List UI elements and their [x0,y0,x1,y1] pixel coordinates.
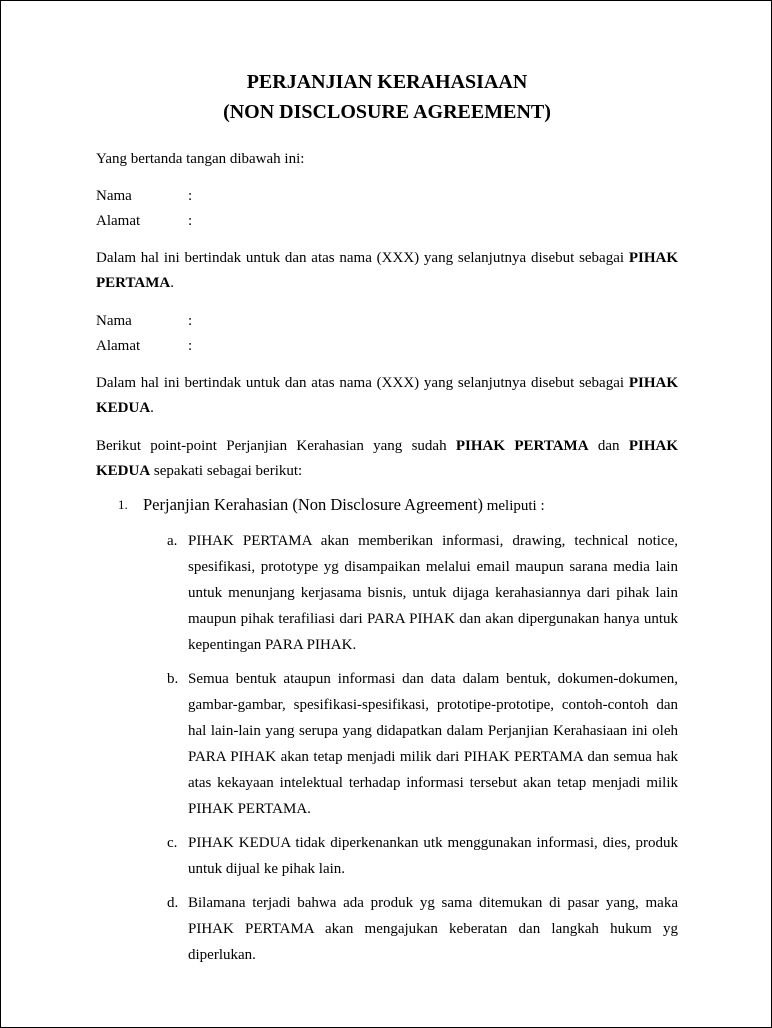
section-1 [118,492,678,519]
party1-nama-label: Nama [96,188,132,204]
party1-fields [96,184,678,234]
party2-alamat-row [96,334,678,359]
party1-alamat-colon: : [188,213,193,229]
item-c-letter: c. [167,835,178,851]
party1-alamat-row [96,209,678,234]
document-subtitle: (NON DISCLOSURE AGREEMENT) [223,101,551,123]
document-title: PERJANJIAN KERAHASIAAN [246,71,528,93]
points-intro-text-3: sepakati sebagai berikut: [150,463,303,479]
party2-nama-colon: : [188,313,193,329]
party1-role: PIHAK PERTAMA [96,250,678,291]
party2-role-end: . [150,400,154,416]
party2-alamat-colon: : [188,338,193,354]
points-intro [96,434,678,484]
list-item [167,528,678,658]
item-c-text: PIHAK KEDUA tidak diperkenankan utk menggunakan informasi, dies, produk untuk dijual ke pihak lain. [188,835,678,877]
party2-alamat-label: Alamat [96,338,141,354]
points-intro-text-2: dan [588,438,629,454]
party2-fields [96,309,678,359]
party2-role: PIHAK KEDUA [96,375,678,416]
intro-text: Yang bertanda tangan dibawah ini: [96,151,305,167]
document-content [96,67,678,968]
section-1-heading [118,492,678,519]
party1-description [96,246,678,296]
party1-nama-colon: : [188,188,193,204]
item-a-letter: a. [167,533,178,549]
points-intro-party2: PIHAK KEDUA [96,438,678,479]
party2-nama-row [96,309,678,334]
list-item [167,666,678,822]
points-intro-party1: PIHAK PERTAMA [455,438,589,454]
party2-description [96,371,678,421]
item-b-text: Semua bentuk ataupun informasi dan data dalam bentuk, dokumen-dokumen, gambar-gambar, spesifikasi-spesifikasi, prototipe-prototipe, contoh-contoh dan hal lain-lain yang serupa yang didapatkan dalam Perjanjian Kerahasiaan ini oleh PARA PIHAK akan tetap menjadi milik dari PIHAK PERTAMA dan semua hak atas kekayaan intelektual terhadap informasi tersebut akan tetap menjadi milik PIHAK PERTAMA. [188,671,678,817]
item-b-letter: b. [167,671,179,687]
list-item [167,890,678,968]
party2-nama-label: Nama [96,313,132,329]
party2-desc-text: Dalam hal ini bertindak untuk dan atas nama (XXX) yang selanjutnya disebut sebagai [96,375,625,391]
item-d-text: Bilamana terjadi bahwa ada produk yg sama ditemukan di pasar yang, maka PIHAK PERTAMA akan mengajukan keberatan dan langkah hukum yg diperlukan. [188,895,678,963]
party1-desc-text: Dalam hal ini bertindak untuk dan atas nama (XXX) yang selanjutnya disebut sebagai [96,250,625,266]
section-1-heading-text: Perjanjian Kerahasian (Non Disclosure Agreement) [143,495,483,514]
item-d-letter: d. [167,895,179,911]
party1-nama-row [96,184,678,209]
item-a-text: PIHAK PERTAMA akan memberikan informasi, drawing, technical notice, spesifikasi, prototype yg disampaikan melalui email maupun sarana media lain untuk menunjang kerjasama bisnis, untuk dijaga kerahasiannya dari pihak lain maupun pihak terafiliasi dari PARA PIHAK dan akan dipergunakan hanya untuk kepentingan PARA PIHAK. [188,533,678,653]
list-item [167,830,678,882]
party1-alamat-label: Alamat [96,213,141,229]
section-1-heading-tail: meliputi : [482,498,545,514]
points-intro-text-1: Berikut point-point Perjanjian Kerahasian yang sudah [96,438,456,454]
party1-role-end: . [170,275,174,291]
section-1-number: 1. [118,497,128,512]
